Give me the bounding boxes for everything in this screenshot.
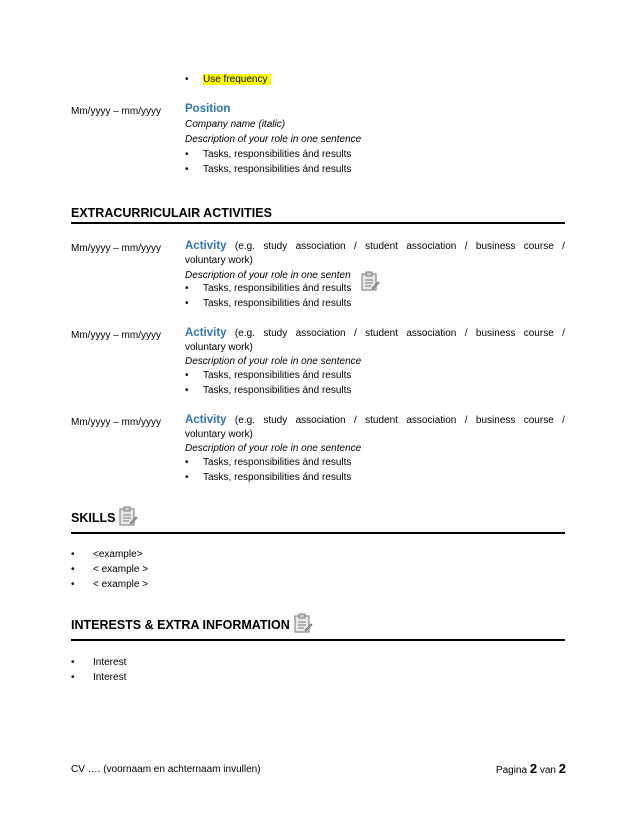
section-rule xyxy=(71,222,565,224)
role-description: Description of your role in one sentence xyxy=(185,134,362,145)
bullet-dot: • xyxy=(185,370,189,381)
activity-word: course xyxy=(523,241,554,252)
activity-word: study xyxy=(263,415,288,426)
activity-title: Activity xyxy=(185,327,227,339)
activity-word: study xyxy=(263,241,288,252)
task-text: Tasks, responsibilities ánd results xyxy=(203,149,352,160)
footer-page-number xyxy=(496,761,566,776)
comment-note-icon[interactable] xyxy=(360,270,380,292)
bullet-dot: • xyxy=(71,672,75,683)
highlighted-text: Use frequency xyxy=(203,74,271,85)
activity-word: association xyxy=(295,241,346,252)
list-item xyxy=(71,579,148,590)
activity-continuation: voluntary work) xyxy=(185,429,253,440)
interests-heading-text: INTERESTS & EXTRA INFORMATION xyxy=(71,618,290,632)
activity-word: association xyxy=(295,415,346,426)
bullet-dot: • xyxy=(71,579,75,590)
bullet-dot: • xyxy=(71,564,75,575)
activity-word: student xyxy=(365,241,398,252)
footer-name: CV …. (voornaam en achternaam invullen) xyxy=(71,764,261,775)
skills-heading-text: SKILLS xyxy=(71,511,116,525)
list-item xyxy=(71,657,126,668)
list-item xyxy=(185,149,351,160)
activity-word: / xyxy=(562,328,565,339)
skill-text: < example > xyxy=(93,579,149,590)
activity-word: / xyxy=(464,328,468,339)
activity-continuation: voluntary work) xyxy=(185,255,253,266)
task-text: Tasks, responsibilities ánd results xyxy=(203,370,352,381)
list-item xyxy=(71,672,126,683)
activity-word: / xyxy=(354,328,357,339)
list-item xyxy=(185,283,351,294)
task-text: Tasks, responsibilities ánd results xyxy=(203,298,352,309)
list-item xyxy=(71,549,142,560)
entry-date: Mm/yyyy – mm/yyyy xyxy=(71,106,161,117)
bullet-dot: • xyxy=(185,472,189,483)
entry-date: Mm/yyyy – mm/yyyy xyxy=(71,243,161,254)
activity-word: association xyxy=(406,415,457,426)
role-description: Description of your role in one sentence xyxy=(185,356,362,367)
activity-continuation: voluntary work) xyxy=(185,342,253,353)
list-item xyxy=(185,385,351,396)
activity-word: (e.g. xyxy=(234,241,255,252)
bullet-dot: • xyxy=(185,164,189,175)
activity-word: (e.g. xyxy=(234,328,255,339)
page-prefix: Pagina xyxy=(495,765,530,776)
bullet-dot: • xyxy=(185,385,189,396)
comment-note-icon[interactable] xyxy=(118,505,138,527)
list-item xyxy=(71,564,148,575)
position-title: Position xyxy=(185,103,231,115)
page-total: 2 xyxy=(558,761,566,776)
section-heading-interests xyxy=(71,612,313,632)
interest-text: Interest xyxy=(93,657,127,668)
activity-word: course xyxy=(523,328,554,339)
task-text: Tasks, responsibilities ánd results xyxy=(203,385,352,396)
entry-date: Mm/yyyy – mm/yyyy xyxy=(71,417,161,428)
bullet-dot: • xyxy=(185,74,189,85)
activity-line xyxy=(185,414,565,426)
section-heading-extracurricular: EXTRACURRICULAIR ACTIVITIES xyxy=(71,206,272,220)
bullet-dot: • xyxy=(185,149,189,160)
activity-word: course xyxy=(523,415,554,426)
page-current: 2 xyxy=(529,761,538,776)
section-heading-skills xyxy=(71,505,138,525)
entry-date: Mm/yyyy – mm/yyyy xyxy=(71,330,161,341)
company-name: Company name (italic) xyxy=(185,119,286,130)
activity-word: / xyxy=(562,241,565,252)
section-rule xyxy=(71,532,565,534)
page-mid: van xyxy=(537,765,559,776)
task-text: Tasks, responsibilities ánd results xyxy=(203,457,352,468)
list-item xyxy=(185,370,351,381)
activity-title: Activity xyxy=(185,240,227,252)
activity-word: association xyxy=(295,328,346,339)
bullet-dot: • xyxy=(185,283,189,294)
activity-word: (e.g. xyxy=(234,415,255,426)
role-description: Description of your role in one sentence xyxy=(185,443,362,454)
activity-word: study xyxy=(263,328,288,339)
task-text: Tasks, responsibilities ánd results xyxy=(203,472,352,483)
section-rule xyxy=(71,639,565,641)
activity-word: / xyxy=(562,415,565,426)
task-text: Tasks, responsibilities ánd results xyxy=(203,283,352,294)
activity-word: / xyxy=(354,241,357,252)
list-item xyxy=(185,472,351,483)
list-item xyxy=(185,164,351,175)
activity-word: student xyxy=(365,328,398,339)
activity-word: association xyxy=(406,241,457,252)
role-description: Description of your role in one senten xyxy=(185,270,351,281)
bullet-dot: • xyxy=(185,457,189,468)
skill-text: < example > xyxy=(93,564,149,575)
activity-word: / xyxy=(464,415,468,426)
activity-line xyxy=(185,327,565,339)
task-text: Tasks, responsibilities ánd results xyxy=(203,164,352,175)
activity-word: association xyxy=(406,328,457,339)
activity-word: / xyxy=(464,241,468,252)
activity-word: student xyxy=(365,415,398,426)
bullet-dot: • xyxy=(185,298,189,309)
list-item xyxy=(185,457,351,468)
activity-word: business xyxy=(475,241,516,252)
activity-word: business xyxy=(475,415,516,426)
interest-text: Interest xyxy=(93,672,127,683)
list-item xyxy=(185,298,351,309)
activity-title: Activity xyxy=(185,414,227,426)
list-item xyxy=(185,74,271,85)
comment-note-icon[interactable] xyxy=(293,612,313,634)
bullet-dot: • xyxy=(71,657,75,668)
skill-text: <example> xyxy=(93,549,143,560)
activity-word: business xyxy=(475,328,516,339)
activity-line xyxy=(185,240,565,252)
activity-word: / xyxy=(354,415,357,426)
bullet-dot: • xyxy=(71,549,75,560)
